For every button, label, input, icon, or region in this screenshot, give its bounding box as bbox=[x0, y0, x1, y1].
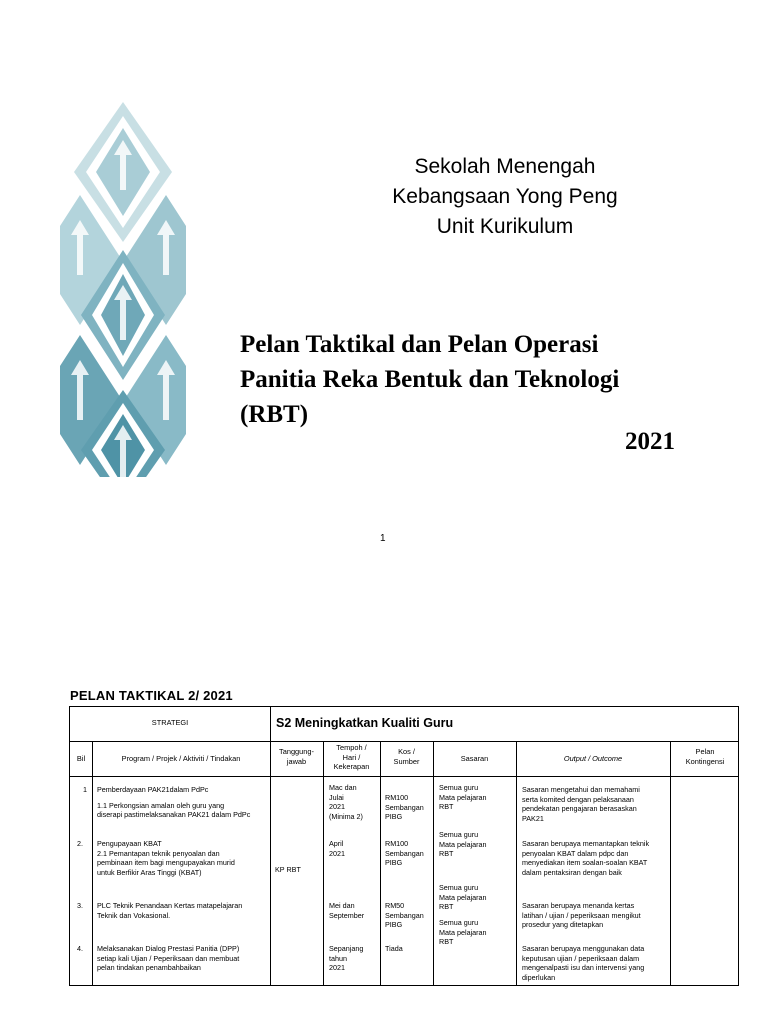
cell-tanggungjawab: KP RBT bbox=[275, 865, 301, 874]
cell-line: Sasaran berupaya menanda kertas bbox=[522, 901, 635, 910]
cell-line: RM100 bbox=[385, 793, 409, 802]
cell-tempoh bbox=[329, 839, 345, 858]
cell-program bbox=[97, 901, 242, 920]
cell-line: RBT bbox=[439, 902, 454, 912]
cell-line: menyediakan item soalan-soalan KBAT bbox=[522, 858, 648, 868]
cell-line: 2.1 Pemantapan teknik penyoalan dan bbox=[97, 848, 220, 858]
cell-line: Mata pelajaran bbox=[439, 892, 487, 902]
cell-program bbox=[97, 785, 250, 820]
cell-line: Teknik dan Vokasional. bbox=[97, 910, 171, 920]
cell-line: Sasaran mengetahui dan memahami bbox=[522, 785, 640, 794]
tactical-plan-table bbox=[69, 706, 739, 986]
cell-tempoh bbox=[329, 783, 363, 821]
cell-line: Julai bbox=[329, 792, 344, 802]
cell-program bbox=[97, 839, 235, 877]
cell-bil: 4. bbox=[77, 944, 83, 953]
cell-line: PIBG bbox=[385, 858, 403, 868]
unit-name: Unit Kurikulum bbox=[436, 215, 574, 238]
cell-line: RBT bbox=[439, 937, 454, 947]
cell-output bbox=[522, 839, 649, 877]
cell-output bbox=[522, 785, 640, 823]
strategy-label: STRATEGI bbox=[151, 718, 189, 727]
col-header-output: Output / Outcome bbox=[563, 754, 623, 763]
cell-line: latihan / ujian / peperiksaan mengikut bbox=[522, 910, 641, 920]
table-rule bbox=[270, 707, 271, 741]
table-rule bbox=[323, 741, 324, 985]
cell-bil: 1 bbox=[83, 785, 87, 794]
col-header-tanggungjawab bbox=[270, 747, 323, 766]
cell-line: Sembangan bbox=[385, 802, 424, 812]
cell-line: dalam pentaksiran dengan baik bbox=[522, 867, 622, 877]
cell-line: PIBG bbox=[385, 920, 403, 930]
col-header-text: Pelan bbox=[695, 747, 715, 756]
cell-line: September bbox=[329, 910, 365, 920]
table-rule bbox=[433, 741, 434, 985]
cell-sasaran bbox=[439, 883, 487, 912]
table-rule bbox=[92, 741, 93, 985]
cell-line: PLC Teknik Penandaan Kertas matapelajaran bbox=[97, 901, 243, 910]
plan-title bbox=[240, 327, 700, 432]
cell-line: Semua guru bbox=[439, 918, 479, 927]
col-header-sasaran: Sasaran bbox=[460, 754, 489, 763]
plan-title-line1: Pelan Taktikal dan Pelan Operasi bbox=[240, 331, 599, 358]
cell-output bbox=[522, 944, 644, 982]
col-header-text: jawab bbox=[286, 756, 307, 766]
cell-line: Semua guru bbox=[439, 883, 479, 892]
cell-line: Melaksanakan Dialog Prestasi Panitia (DPP) bbox=[97, 944, 240, 953]
cell-line: (Minima 2) bbox=[329, 811, 363, 821]
table-rule bbox=[70, 776, 738, 777]
cell-sasaran bbox=[439, 918, 487, 947]
cell-line: Mac dan bbox=[329, 783, 357, 792]
cell-line: 1.1 Perkongsian amalan oleh guru yang bbox=[97, 800, 225, 810]
cell-line: 2021 bbox=[329, 963, 345, 973]
cell-line: Pemberdayaan PAK21dalam PdPc bbox=[97, 785, 209, 794]
section-title: PELAN TAKTIKAL 2/ 2021 bbox=[70, 688, 233, 703]
cell-line: Sepanjang bbox=[329, 944, 364, 953]
decorative-arrows-graphic bbox=[60, 100, 186, 477]
cell-line: Mata pelajaran bbox=[439, 839, 487, 849]
cell-line: untuk Berfikir Aras Tinggi (KBAT) bbox=[97, 867, 202, 877]
school-heading bbox=[340, 152, 670, 242]
cell-line: Mata pelajaran bbox=[439, 792, 487, 802]
cell-tempoh bbox=[329, 944, 363, 973]
col-header-text: Tanggung- bbox=[279, 747, 314, 756]
cell-line: diserapi pastimelaksanakan PAK21 dalam PdPc bbox=[97, 810, 251, 820]
cell-line: Sembangan bbox=[385, 910, 424, 920]
col-header-text: Tempoh / bbox=[336, 743, 367, 752]
table-rule bbox=[270, 741, 271, 985]
cell-line: mengenalpasti isu dan intervensi yang bbox=[522, 963, 645, 973]
cell-output bbox=[522, 901, 641, 930]
cell-line: Semua guru bbox=[439, 783, 479, 792]
cell-line: RM50 bbox=[385, 901, 405, 910]
cell-kos bbox=[385, 901, 424, 930]
page-number: 1 bbox=[380, 533, 386, 544]
cell-line: Tiada bbox=[385, 944, 403, 953]
cell-sasaran bbox=[439, 830, 487, 859]
cell-line: 2021 bbox=[329, 848, 345, 858]
cell-line: RM100 bbox=[385, 839, 409, 848]
cell-line: RBT bbox=[439, 802, 454, 812]
cell-line: Mata pelajaran bbox=[439, 927, 487, 937]
cell-line: Sasaran berupaya memantapkan teknik bbox=[522, 839, 650, 848]
cell-line: Sasaran berupaya menggunakan data bbox=[522, 944, 645, 953]
table-rule bbox=[670, 741, 671, 985]
cell-line: pelan tindakan penambahbaikan bbox=[97, 963, 201, 973]
col-header-text: Kos / bbox=[398, 747, 415, 756]
cell-tempoh bbox=[329, 901, 364, 920]
cell-line: PAK21 bbox=[522, 813, 544, 823]
cell-line: April bbox=[329, 839, 344, 848]
col-header-tempoh bbox=[323, 743, 380, 772]
cell-line: 2021 bbox=[329, 802, 345, 812]
cell-bil: 3. bbox=[77, 901, 83, 910]
col-header-kos bbox=[380, 747, 433, 766]
plan-title-line2: Panitia Reka Bentuk dan Teknologi bbox=[240, 366, 620, 393]
col-header-text: Kekerapan bbox=[333, 762, 370, 772]
cell-sasaran bbox=[439, 783, 487, 812]
school-name-line2: Kebangsaan Yong Peng bbox=[392, 185, 618, 208]
col-header-pelan bbox=[670, 747, 740, 766]
cell-bil: 2. bbox=[77, 839, 83, 848]
strategy-value: S2 Meningkatkan Kualiti Guru bbox=[276, 716, 454, 730]
col-header-text: Hari / bbox=[342, 752, 361, 762]
cell-kos bbox=[385, 793, 424, 822]
table-rule bbox=[70, 741, 738, 742]
cell-line: Semua guru bbox=[439, 830, 479, 839]
cell-line: serta komited dengan pelaksanaan bbox=[522, 794, 634, 804]
col-header-text: Kontingensi bbox=[685, 756, 725, 766]
plan-title-line3: (RBT) bbox=[240, 401, 309, 428]
cell-line: diperlukan bbox=[522, 972, 556, 982]
col-header-bil: Bil bbox=[76, 754, 86, 763]
table-rule bbox=[380, 741, 381, 985]
cell-line: Mei dan bbox=[329, 901, 355, 910]
cell-line: Pengupayaan KBAT bbox=[97, 839, 162, 848]
col-header-program: Program / Projek / Aktiviti / Tindakan bbox=[121, 754, 241, 763]
table-rule bbox=[516, 741, 517, 985]
cell-line: prosedur yang ditetapkan bbox=[522, 920, 604, 930]
cell-line: pembinaan item bagi mengupayakan murid bbox=[97, 858, 235, 868]
cell-line: RBT bbox=[439, 849, 454, 859]
cell-line: penyoalan KBAT dalam pdpc dan bbox=[522, 848, 629, 858]
cell-kos bbox=[385, 839, 424, 868]
cell-line: setiap kali Ujian / Peperiksaan dan membuat bbox=[97, 953, 240, 963]
cell-program bbox=[97, 944, 239, 973]
col-header-text: Sumber bbox=[393, 756, 420, 766]
cell-line: pendekatan pengajaran berasaskan bbox=[522, 804, 637, 814]
cell-line: Sembangan bbox=[385, 848, 424, 858]
cell-line: keputusan ujian / peperiksaan dalam bbox=[522, 953, 640, 963]
school-name-line1: Sekolah Menengah bbox=[414, 155, 596, 178]
cell-line: PIBG bbox=[385, 812, 403, 822]
plan-year: 2021 bbox=[625, 428, 675, 455]
cell-kos bbox=[385, 944, 403, 954]
cell-line: tahun bbox=[329, 953, 347, 963]
